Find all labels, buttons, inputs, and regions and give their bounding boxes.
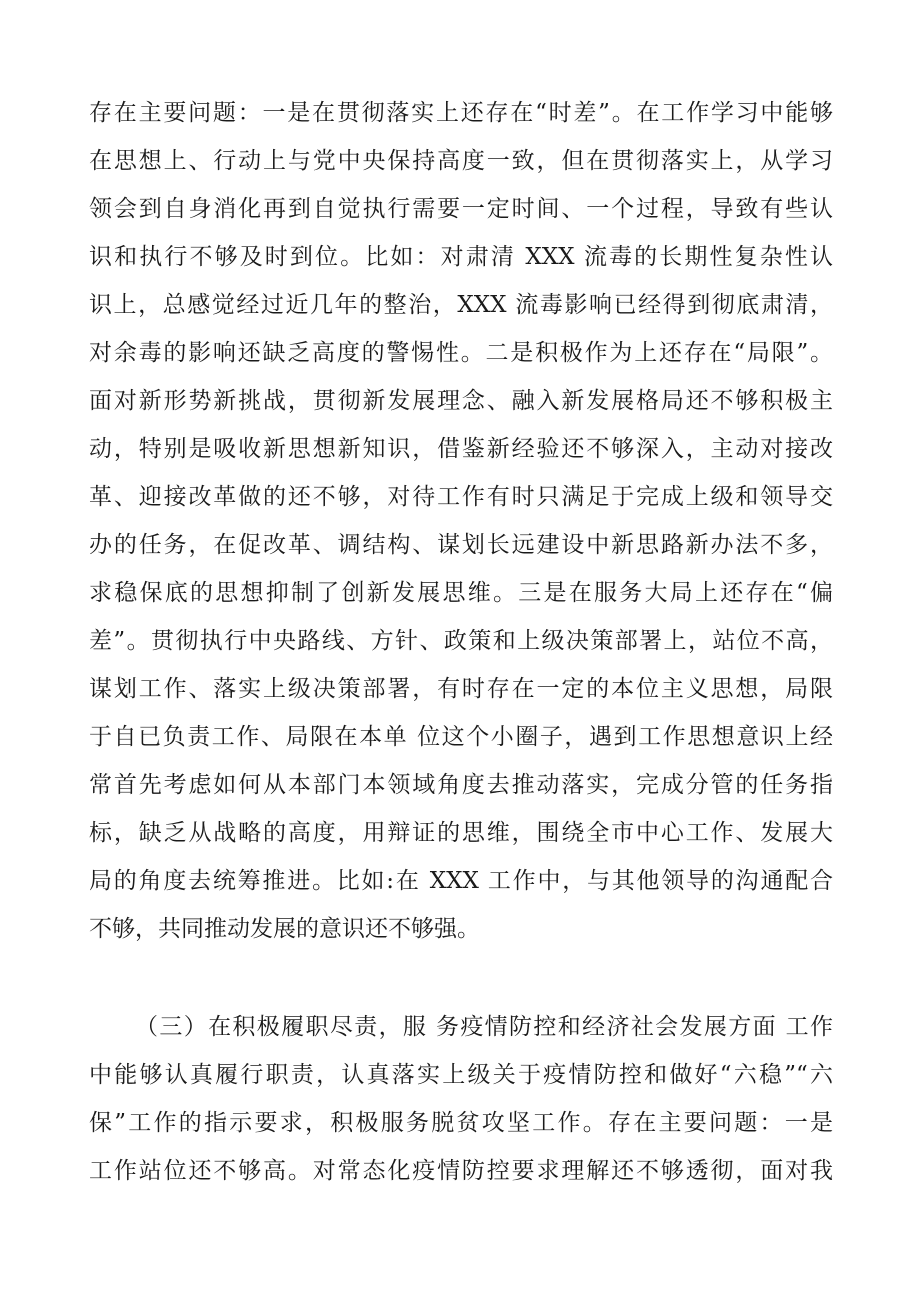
text-line: 差”。贯彻执行中央路线、方针、政策和上级决策部署上，站位不高， xyxy=(89,628,833,654)
text-line: 革、迎接改革做的还不够，对待工作有时只满足于完成上级和领导交 xyxy=(89,484,833,510)
text-line: 谋划工作、落实上级决策部署，有时存在一定的本位主义思想，局限 xyxy=(89,676,833,702)
text-line: 办的任务，在促改革、调结构、谋划长远建设中新思路新办法不多， xyxy=(89,532,833,558)
text-line: 保”工作的指示要求，积极服务脱贫攻坚工作。存在主要问题：一是 xyxy=(89,1110,833,1136)
text-line: 局的角度去统筹推进。比如:在 XXX 工作中，与其他领导的沟通配合 xyxy=(89,868,833,894)
text-line: 于自已负责工作、局限在本单 位这个小圈子，遇到工作思想意识上经 xyxy=(89,724,833,750)
text-line: 识和执行不够及时到位。比如：对肃清 XXX 流毒的长期性复杂性认 xyxy=(89,244,833,270)
text-line: 工作站位还不够高。对常态化疫情防控要求理解还不够透彻，面对我 xyxy=(89,1158,833,1184)
text-line: 识上，总感觉经过近几年的整治，XXX 流毒影响已经得到彻底肃清， xyxy=(89,292,833,318)
text-line: 常首先考虑如何从本部门本领域角度去推动落实，完成分管的任务指 xyxy=(89,772,833,798)
text-line: 在思想上、行动上与党中央保持高度一致，但在贯彻落实上，从学习 xyxy=(89,148,833,174)
text-line: 求稳保底的思想抑制了创新发展思维。三是在服务大局上还存在“偏 xyxy=(89,580,833,606)
section-heading-line: （三）在积极履职尽责，服 务疫情防控和经济社会发展方面 工作 xyxy=(135,1014,833,1040)
text-line: 面对新形势新挑战，贯彻新发展理念、融入新发展格局还不够积极主 xyxy=(89,388,833,414)
text-line: 不够，共同推动发展的意识还不够强。 xyxy=(89,916,480,942)
text-line: 存在主要问题：一是在贯彻落实上还存在“时差”。在工作学习中能够 xyxy=(89,100,833,126)
text-line: 对余毒的影响还缺乏高度的警惕性。二是积极作为上还存在“局限”。 xyxy=(89,340,833,366)
text-line: 领会到自身消化再到自觉执行需要一定时间、一个过程，导致有些认 xyxy=(89,196,833,222)
text-line: 标，缺乏从战略的高度，用辩证的思维，围绕全市中心工作、发展大 xyxy=(89,820,833,846)
text-line: 中能够认真履行职责，认真落实上级关于疫情防控和做好“六稳”“六 xyxy=(89,1062,833,1088)
text-line: 动，特别是吸收新思想新知识，借鉴新经验还不够深入，主动对接改 xyxy=(89,436,833,462)
